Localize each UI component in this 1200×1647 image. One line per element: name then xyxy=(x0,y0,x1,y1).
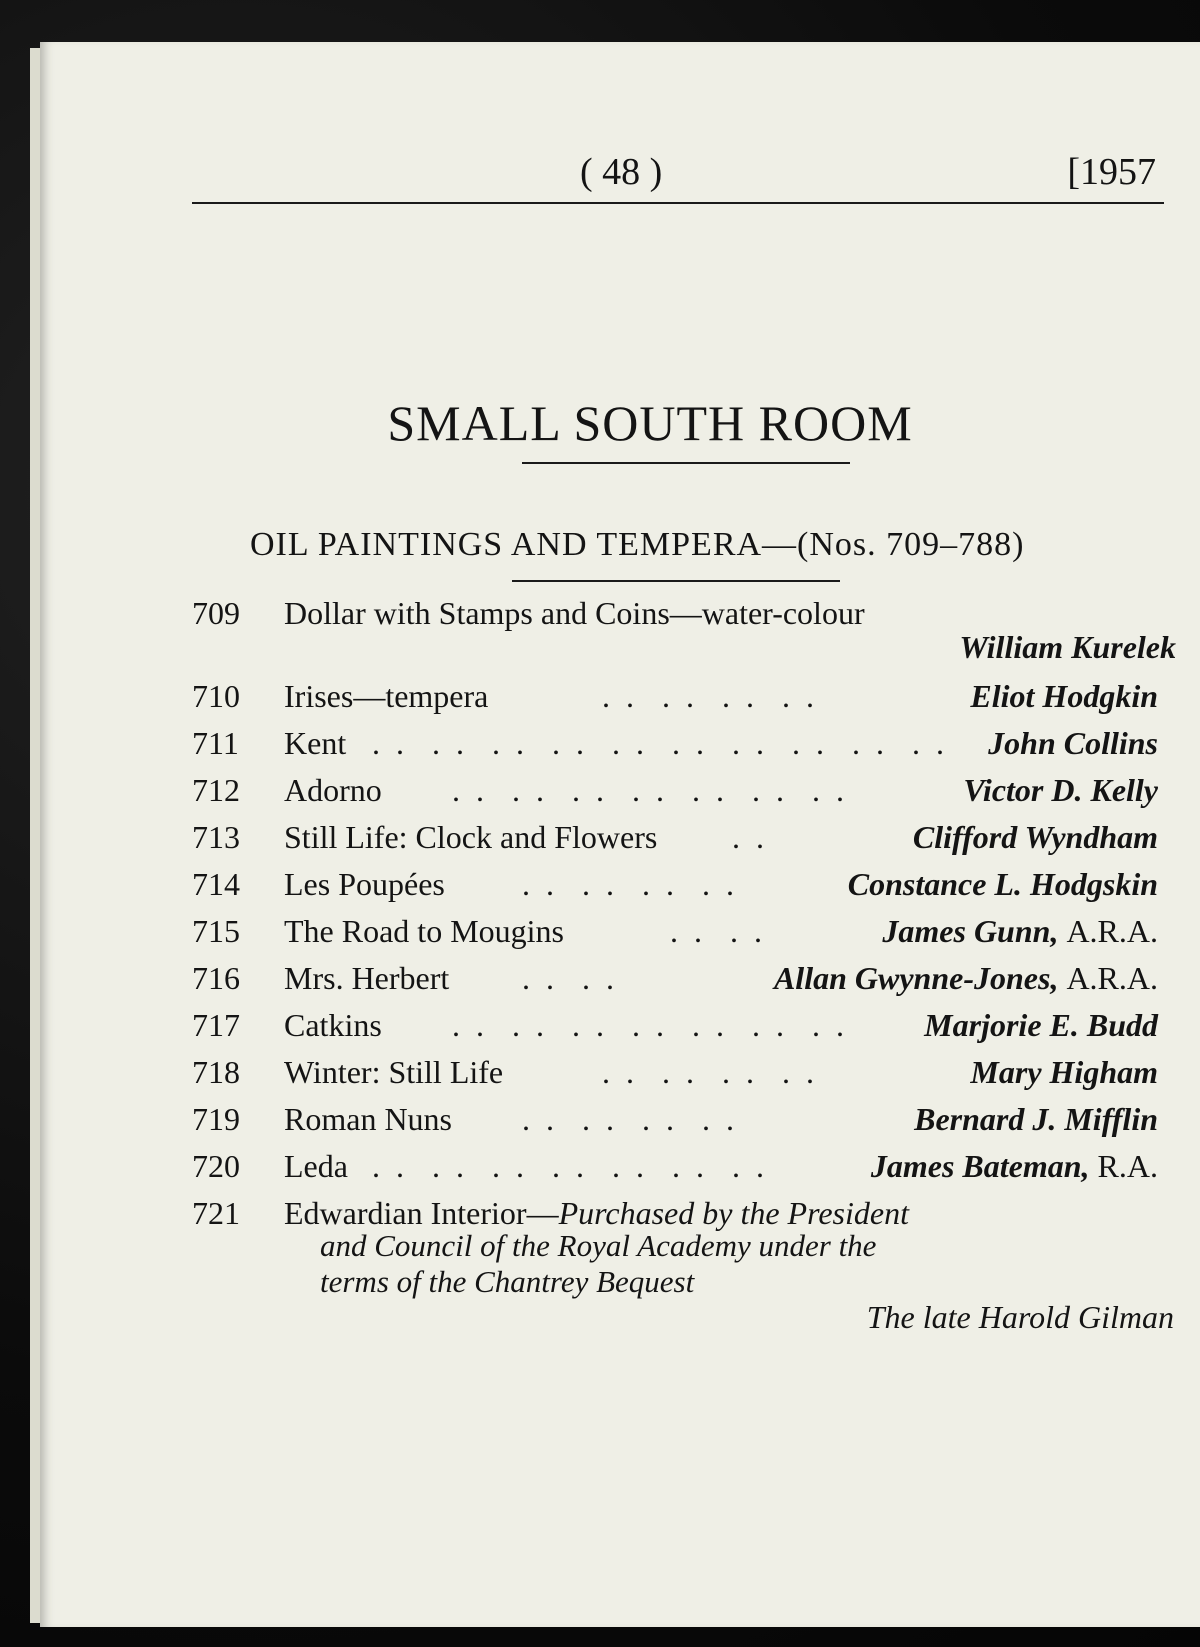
entry-title: Dollar with Stamps and Coins—water-colour xyxy=(284,595,865,631)
entry-artist: Mary Higham xyxy=(970,1054,1158,1090)
purchase-note-line2: and Council of the Royal Academy under the xyxy=(320,1228,877,1263)
artist-honour: A.R.A. xyxy=(1066,960,1158,996)
artist-name: Allan Gwynne-Jones, xyxy=(773,960,1059,996)
entry-title: Kent xyxy=(284,725,347,761)
entry-number: 709 xyxy=(192,595,240,631)
year-marker: [1957 xyxy=(1067,151,1156,193)
entry-title: Adorno xyxy=(284,772,382,808)
entry-title: Leda xyxy=(284,1148,348,1184)
entry-713 xyxy=(192,814,1182,860)
entry-title-main: Edwardian Interior— xyxy=(284,1195,559,1231)
entry-number: 715 xyxy=(192,913,240,949)
leader-dots: . . . . . . . . xyxy=(602,1054,818,1090)
artist-name: James Gunn, xyxy=(882,913,1059,949)
entry-artist: Victor D. Kelly xyxy=(963,772,1158,808)
entry-list xyxy=(40,42,1200,1627)
entry-717 xyxy=(192,1002,1182,1048)
entry-712 xyxy=(192,767,1182,813)
entry-number: 713 xyxy=(192,819,240,855)
leader-dots: . . . . xyxy=(670,913,766,949)
entry-artist: Clifford Wyndham xyxy=(912,819,1158,855)
leader-dots: . . . . . . . . . . . . . . xyxy=(452,772,848,808)
entry-artist: Constance L. Hodgskin xyxy=(847,866,1158,902)
entry-number: 714 xyxy=(192,866,240,902)
entry-721-artist: The late Harold Gilman xyxy=(866,1299,1174,1335)
entry-number: 721 xyxy=(192,1195,240,1231)
entry-artist: John Collins xyxy=(988,725,1158,761)
entry-title: Winter: Still Life xyxy=(284,1054,504,1090)
leader-dots: . . . . . . . . . . . . . . xyxy=(452,1007,848,1043)
catalogue-page xyxy=(40,42,1200,1627)
artist-honour: R.A. xyxy=(1097,1148,1158,1184)
entry-number: 718 xyxy=(192,1054,240,1090)
entry-number: 712 xyxy=(192,772,240,808)
artist-honour: A.R.A. xyxy=(1066,913,1158,949)
entry-number: 719 xyxy=(192,1101,240,1137)
purchase-note-line3: terms of the Chantrey Bequest xyxy=(320,1264,695,1299)
leader-dots: . . . . xyxy=(522,960,618,996)
entry-title: Still Life: Clock and Flowers xyxy=(284,819,658,855)
entry-artist: Eliot Hodgkin xyxy=(970,678,1158,714)
entry-artist xyxy=(774,955,1158,1001)
section-title: OIL PAINTINGS AND TEMPERA—(Nos. 709–788) xyxy=(250,526,1025,563)
entry-719 xyxy=(192,1096,1182,1142)
entry-718 xyxy=(192,1049,1182,1095)
entry-title: Irises—tempera xyxy=(284,678,489,714)
artist-name: James Bateman, xyxy=(870,1148,1090,1184)
entry-title: Mrs. Herbert xyxy=(284,960,450,996)
entry-title: Catkins xyxy=(284,1007,382,1043)
page-number: ( 48 ) xyxy=(580,151,663,193)
entry-709-artist: William Kurelek xyxy=(959,629,1176,665)
entry-715 xyxy=(192,908,1182,954)
entry-artist: Bernard J. Mifflin xyxy=(914,1101,1158,1137)
entry-artist xyxy=(871,1143,1158,1189)
entry-number: 716 xyxy=(192,960,240,996)
leader-dots: . . . . . . . . . . . . . . xyxy=(372,1148,768,1184)
leader-dots: . . . . . . . . . . . . . . . . . . . . xyxy=(372,725,948,761)
entry-716 xyxy=(192,955,1182,1001)
entry-720 xyxy=(192,1143,1182,1189)
entry-711 xyxy=(192,720,1182,766)
entry-number: 717 xyxy=(192,1007,240,1043)
leader-dots: . . xyxy=(732,819,768,855)
leader-dots: . . . . . . . . xyxy=(522,1101,738,1137)
entry-title: Roman Nuns xyxy=(284,1101,452,1137)
entry-title: Les Poupées xyxy=(284,866,445,902)
entry-number: 711 xyxy=(192,725,239,761)
room-title: SMALL SOUTH ROOM xyxy=(387,395,913,451)
entry-number: 710 xyxy=(192,678,240,714)
entry-artist xyxy=(882,908,1158,954)
leader-dots: . . . . . . . . xyxy=(602,678,818,714)
entry-714 xyxy=(192,861,1182,907)
entry-number: 720 xyxy=(192,1148,240,1184)
entry-artist: Marjorie E. Budd xyxy=(924,1007,1158,1043)
entry-710 xyxy=(192,673,1182,719)
leader-dots: . . . . . . . . xyxy=(522,866,738,902)
entry-title: The Road to Mougins xyxy=(284,913,564,949)
purchase-note-line1: Purchased by the President xyxy=(558,1195,909,1231)
